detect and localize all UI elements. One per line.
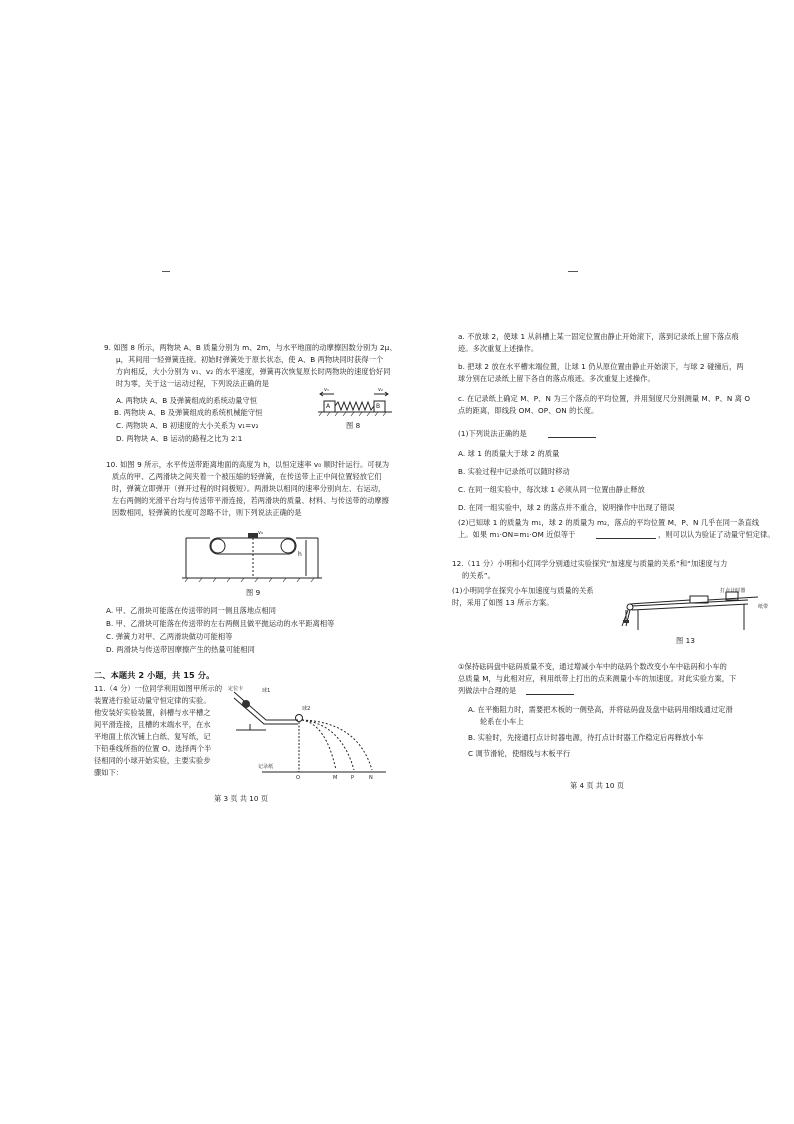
q9-option: D. 两物块 A、B 运动的路程之比为 2∶1: [116, 434, 243, 443]
left-page-footer: 第 3 页 共 10 页: [214, 794, 268, 803]
q10-line: 质点的甲、乙两滑块之间夹着一个被压缩的轻弹簧，在传送带上正中间位置轻放它们: [112, 472, 382, 481]
figure-9-v0: v₀: [258, 530, 264, 536]
scan-mark: [162, 271, 170, 272]
figure-13-timer: 打点计时器: [720, 588, 746, 594]
q12-sub1-line: 时，采用了如图 13 所示方案。: [452, 598, 554, 607]
sub1-option: B. 实验过程中记录纸可以随时移动: [458, 467, 570, 476]
figure-13-label: 图 13: [676, 636, 696, 645]
figure-11-M: M: [333, 775, 338, 781]
section-2-heading: 二、本题共 2 小题，共 15 分。: [94, 670, 215, 680]
figure-11-ball2: 球2: [302, 706, 311, 712]
sub1-answer-blank[interactable]: [548, 437, 596, 438]
q10-line: 因数相同，轻弹簧的长度可忽略不计，则下列说法正确的是: [112, 508, 302, 517]
figure-11-ball1: 球1: [262, 688, 271, 694]
step-line: 点的距离，即线段 OM、OP、ON 的长度。: [458, 406, 599, 415]
figure-11-O: O: [296, 775, 301, 781]
figure-11: [226, 682, 386, 778]
q12-i-line: ①保持砝码盘中砝码质量不变，通过增减小车中的砝码个数改变小车中砝码和小车的: [458, 662, 727, 671]
q12-i-option: A. 在平衡阻力时，需要把木板的一侧垫高，并将砝码盘及盘中砝码用细线通过定滑: [468, 705, 733, 714]
q12-line: 的关系”。: [462, 571, 495, 580]
right-page-footer: 第 4 页 共 10 页: [570, 781, 624, 790]
q10-line: 10. 如图 9 所示，水平传送带距离地面的高度为 h，以恒定速率 v₀ 顺时针运行。可视为: [106, 460, 390, 469]
step-line: a. 不放球 2，使球 1 从斜槽上某一固定位置由静止开始滚下，落到记录纸上留下落点痕: [458, 332, 739, 341]
q9-line: 方向相反，大小分别为 v₁、v₂ 的水平速度，弹簧再次恢复原长时两物块的速度恰好同: [116, 367, 391, 376]
q12-line: 12.（11 分）小明和小红同学分别通过实验探究“加速度与质量的关系”和“加速度与力: [452, 559, 728, 568]
figure-11-P: P: [351, 775, 355, 781]
figure-8-block-b: B: [376, 403, 381, 410]
figure-9-label: 图 9: [246, 588, 261, 597]
q10-option: A. 甲、乙滑块可能落在传送带的同一侧且落地点相同: [106, 606, 276, 615]
q10-line: 左右两侧的光滑平台均与传送带平滑连接，若两滑块的质量、材料、与传送带的动摩擦: [112, 496, 389, 505]
q12-i-option: C 调节滑轮，使细线与木板平行: [468, 749, 571, 758]
figure-11-N: N: [369, 775, 373, 781]
step-line: c. 在记录纸上确定 M、P、N 为三个落点的平均位置，并用刻度尺分别测量 M、P、N 离 O: [458, 394, 751, 403]
q10-option: C. 弹簧力对甲、乙两滑块做功可能相等: [106, 632, 233, 641]
q12-i-line: 列做法中合理的是: [458, 686, 517, 695]
q9-option: B. 两物块 A、B 及弹簧组成的系统机械能守恒: [114, 408, 263, 417]
q11-line: 间平滑连接，且槽的末端水平，在水: [94, 720, 211, 729]
q12-sub1-line: (1)小明同学在探究小车加速度与质量的关系: [452, 586, 594, 595]
figure-8-v2: v₂: [378, 387, 384, 393]
sub2-line: (2)已知球 1 的质量为 m₁，球 2 的质量为 m₂，落点的平均位置 M、P、N 几乎在同一条直线: [458, 518, 760, 527]
q11-line: 骤如下：: [94, 768, 124, 777]
q9-option: C. 两物块 A、B 初速度的大小关系为 v₁=v₂: [116, 421, 259, 430]
q12-i-answer-blank[interactable]: [526, 694, 574, 695]
sub1-option: C. 在同一组实验中，每次球 1 必须从同一位置由静止释放: [458, 485, 645, 494]
q11-line: 装置进行验证动量守恒定律的实验。: [94, 696, 211, 705]
figure-11-stop: 定位卡: [228, 686, 244, 692]
q11-line: 平地面上依次铺上白纸、复写纸，记: [94, 732, 211, 741]
step-line: 迹。多次重复上述操作。: [458, 344, 539, 353]
step-line: b. 把球 2 放在水平槽末端位置，让球 1 仍从原位置由静止开始滚下，与球 2 碰撞后，两: [458, 362, 744, 371]
q9-line: μ，其间用一轻弹簧连接。初始时弹簧处于原长状态，使 A、B 两物块同时获得一个: [116, 355, 384, 364]
step-line: 球分别在记录纸上留下各自的落点痕迹。多次重复上述操作。: [458, 374, 655, 383]
q12-i-option: B. 实验时，先接通打点计时器电源，待打点计时器工作稳定后再释放小车: [468, 733, 704, 742]
sub1-option: A. 球 1 的质量大于球 2 的质量: [458, 449, 560, 458]
sub2-answer-blank[interactable]: [596, 538, 656, 539]
q11-line: 径相同的小球开始实验，主要实验步: [94, 756, 211, 765]
q10-option: D. 两滑块与传送带因摩擦产生的热量可能相同: [106, 645, 255, 654]
figure-8-block-a: A: [326, 403, 331, 410]
sub1-question: (1)下列说法正确的是: [458, 429, 527, 438]
figure-8-v1: v₁: [324, 387, 330, 393]
q9-option: A. 两物块 A、B 及弹簧组成的系统动量守恒: [116, 396, 258, 405]
q12-i-option: 轮系在小车上: [480, 717, 524, 726]
sub2-line: 上。如果 m₁·ON=m₁·OM 近似等于: [458, 530, 576, 539]
right-page: [400, 0, 794, 1124]
scan-mark: [568, 271, 578, 272]
figure-8-label: 图 8: [346, 421, 361, 430]
q11-line: 他安装好实验装置，斜槽与水平槽之: [94, 708, 211, 717]
q10-option: B. 甲、乙滑块可能落在传送带的左右两侧且做平抛运动的水平距离相等: [106, 619, 335, 628]
q12-i-line: 总质量 M，与此相对应，利用纸带上打出的点来测量小车的加速度。对此实验方案，下: [458, 674, 737, 683]
figure-11-paper: 记录纸: [258, 764, 274, 770]
q9-line: 9. 如图 8 所示，两物块 A、B 质量分别为 m、2m，与水平地面的动摩擦因数分别为 2μ、: [104, 343, 397, 352]
figure-9-h: h: [298, 551, 302, 558]
q10-line: 时，弹簧立即弹开（弹开过程的时间极短）。两滑块以相同的速率分别向左、右运动，: [112, 484, 386, 493]
q9-line: 时为零，关于这一运动过程，下列说法正确的是: [116, 379, 270, 388]
sub1-option: D. 在同一组实验中，球 2 的落点并不重合，说明操作中出现了错误: [458, 503, 675, 512]
sub2-line: ，则可以认为验证了动量守恒定律。: [658, 530, 775, 539]
q11-line: 下铅垂线所指的位置 O。选择两个半: [94, 744, 212, 753]
q11-line: 11.（4 分）一位同学利用如图甲所示的: [94, 684, 223, 693]
figure-13-tape: 纸带: [758, 604, 769, 610]
